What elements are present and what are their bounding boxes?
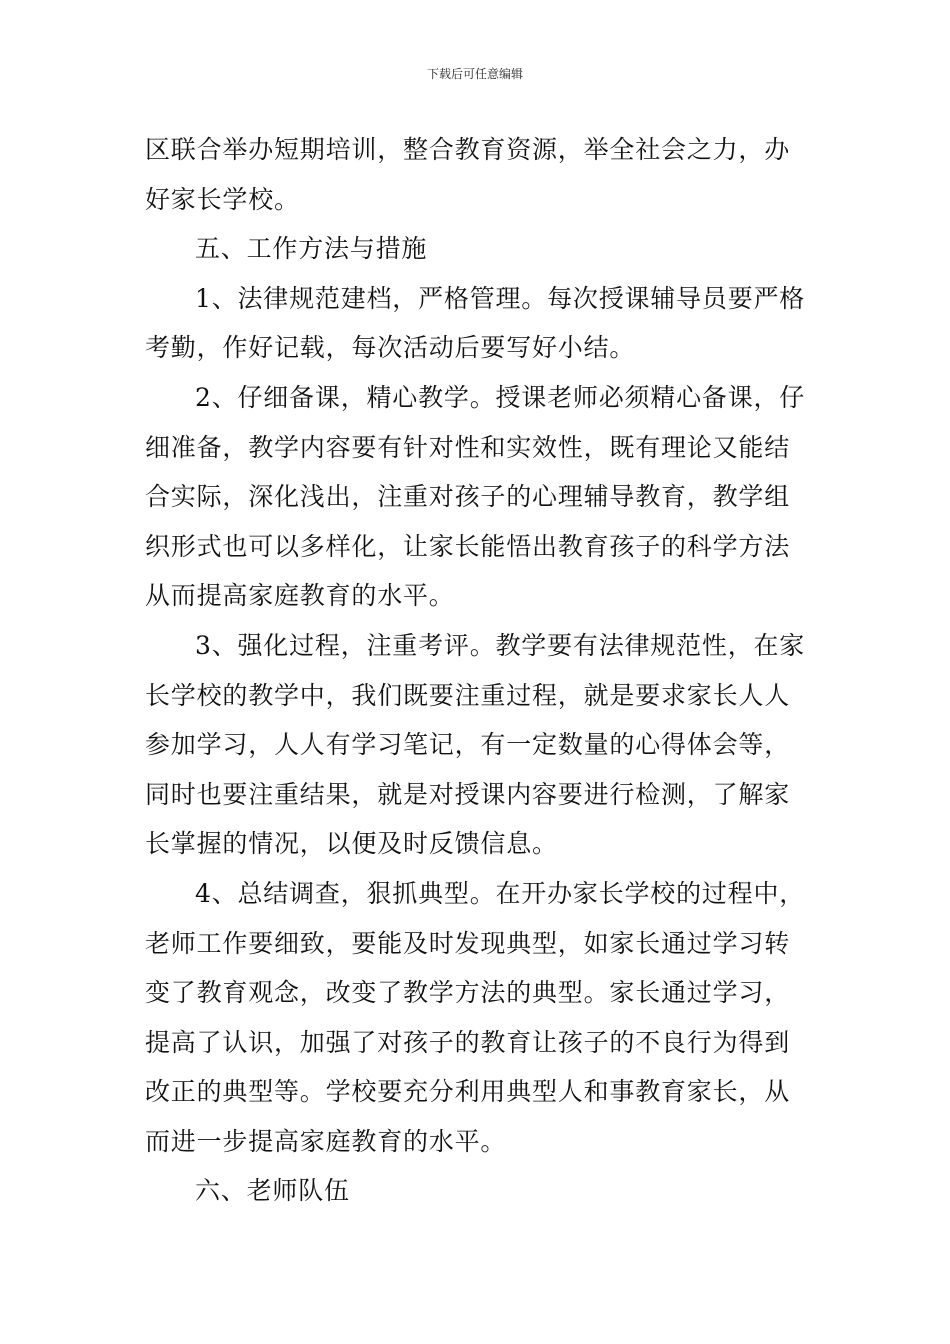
text-line: 改正的典型等。学校要充分利用典型人和事教育家长，从 [145, 1077, 791, 1107]
text-line: 1、法律规范建档，严格管理。每次授课辅导员要严格 [195, 283, 806, 313]
text-line: 长学校的教学中，我们既要注重过程，就是要求家长人人 [145, 680, 791, 710]
text-line: 合实际，深化浅出，注重对孩子的心理辅导教育，教学组 [145, 482, 791, 512]
document-body [145, 125, 810, 1216]
text-line: 织形式也可以多样化，让家长能悟出教育孩子的科学方法 [145, 531, 791, 561]
text-line: 考勤，作好记载，每次活动后要写好小结。 [145, 333, 636, 363]
text-line: 同时也要注重结果，就是对授课内容要进行检测，了解家 [145, 779, 791, 809]
page-header-note: 下载后可任意编辑 [426, 67, 523, 81]
text-line: 2、仔细备课，精心教学。授课老师必须精心备课，仔 [195, 382, 806, 412]
text-line: 区联合举办短期培训，整合教育资源，举全社会之力，办 [145, 135, 791, 164]
text-line: 提高了认识，加强了对孩子的教育让孩子的不良行为得到 [145, 1027, 791, 1057]
text-line: 而进一步提高家庭教育的水平。 [145, 1126, 507, 1156]
text-line: 变了教育观念，改变了教学方法的典型。家长通过学习， [145, 978, 791, 1008]
section-heading-methods: 五、工作方法与措施 [195, 234, 428, 264]
text-line: 4、总结调查，狠抓典型。在开办家长学校的过程中， [195, 878, 806, 908]
section-heading-teachers: 六、老师队伍 [195, 1176, 350, 1206]
text-line: 长掌握的情况，以便及时反馈信息。 [145, 829, 558, 859]
text-line: 细准备，教学内容要有针对性和实效性，既有理论又能结 [145, 432, 791, 462]
text-line: 老师工作要细致，要能及时发现典型，如家长通过学习转 [145, 928, 791, 958]
text-line: 好家长学校。 [145, 184, 300, 214]
text-line: 从而提高家庭教育的水平。 [145, 581, 455, 611]
text-line: 参加学习，人人有学习笔记，有一定数量的心得体会等， [145, 730, 791, 760]
text-line: 3、强化过程，注重考评。教学要有法律规范性，在家 [195, 630, 806, 660]
